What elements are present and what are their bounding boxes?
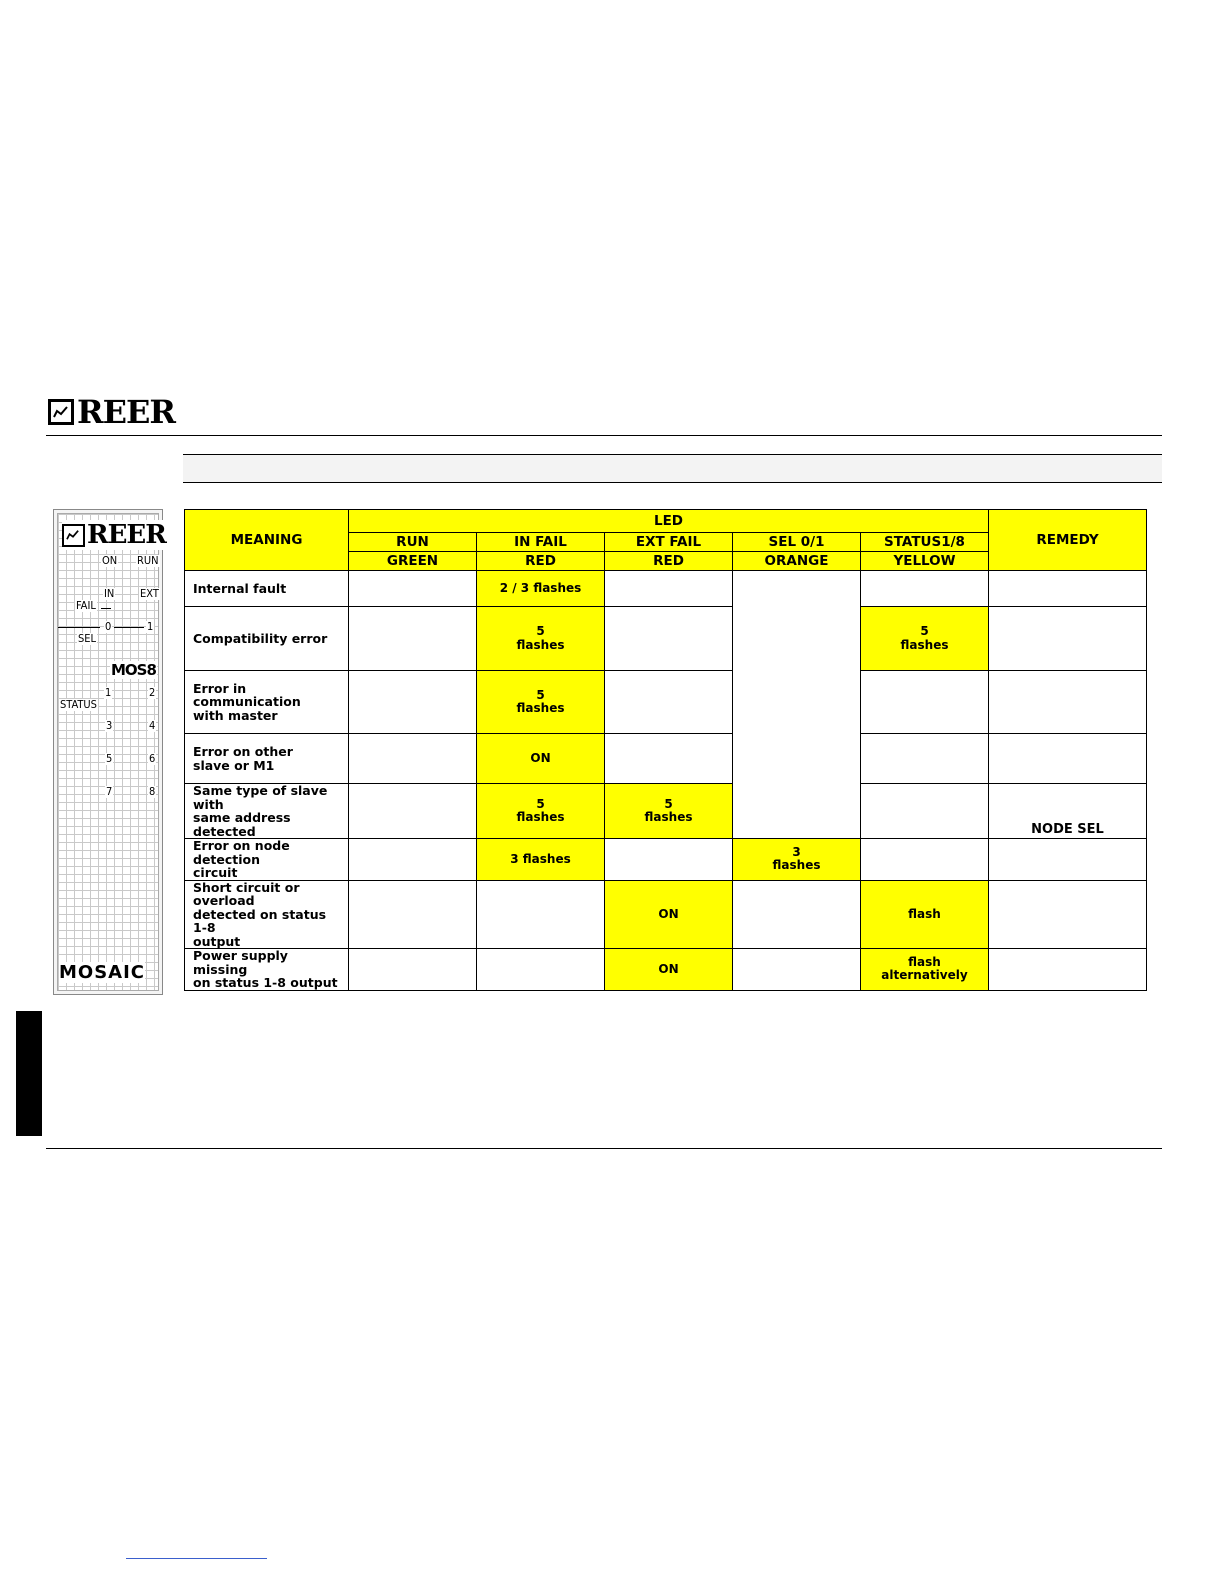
cell-run [349, 571, 477, 607]
cell-status: flash [861, 880, 989, 949]
cell-status [861, 784, 989, 839]
status-led-8: 8 [149, 785, 156, 798]
cell-ext-fail [605, 571, 733, 607]
header-col-run: RUN [349, 533, 477, 552]
led-label-run: RUN [137, 554, 159, 567]
cell-remedy [989, 839, 1147, 881]
cell-ext-fail: ON [605, 949, 733, 991]
module-brand: MOSAIC [59, 962, 146, 983]
cell-meaning: Error on other slave or M1 [185, 734, 349, 784]
led-label-status: STATUS [60, 698, 97, 711]
led-label-on: ON [102, 554, 118, 567]
cell-meaning: Power supply missing on status 1-8 output [185, 949, 349, 991]
mos8-module-illustration [53, 509, 166, 995]
table-row [185, 734, 1147, 784]
cell-remedy [989, 880, 1147, 949]
status-led-1: 1 [105, 686, 112, 699]
table-row [185, 607, 1147, 671]
footer-rule [46, 1148, 1162, 1149]
cell-meaning: Same type of slave with same address detected [185, 784, 349, 839]
sel-line-left [58, 627, 100, 628]
cell-in-fail: 2 / 3 flashes [477, 571, 605, 607]
cell-in-fail: ON [477, 734, 605, 784]
module-model: MOS8 [111, 661, 156, 679]
status-led-3: 3 [106, 719, 113, 732]
cell-run [349, 607, 477, 671]
reer-logo-text: REER [77, 393, 175, 431]
cell-ext-fail [605, 839, 733, 881]
table-row [185, 949, 1147, 991]
module-logo [62, 520, 166, 550]
cell-status: flash alternatively [861, 949, 989, 991]
table-row [185, 784, 1147, 839]
cell-status [861, 571, 989, 607]
led-label-fail: FAIL [76, 599, 96, 612]
table-row [185, 571, 1147, 607]
cell-remedy [989, 671, 1147, 734]
cell-run [349, 734, 477, 784]
reer-logo [48, 394, 175, 430]
module-logo-icon [62, 524, 85, 547]
cell-remedy [989, 571, 1147, 607]
cell-remedy [989, 607, 1147, 671]
cell-in-fail [477, 949, 605, 991]
led-label-ext: EXT [140, 587, 159, 600]
cell-status: 5 flashes [861, 607, 989, 671]
header-meaning: MEANING [185, 510, 349, 571]
sel-line-mid [114, 627, 144, 628]
cell-remedy [989, 734, 1147, 784]
header-rule [46, 435, 1162, 436]
cell-meaning: Short circuit or overload detected on status 1-8 output [185, 880, 349, 949]
header-color-ext-fail: RED [605, 552, 733, 571]
header-remedy: REMEDY [989, 510, 1147, 571]
cell-remedy-node-sel: NODE SEL [989, 784, 1147, 839]
led-label-sel: SEL [78, 632, 97, 645]
cell-run [349, 784, 477, 839]
cell-run [349, 949, 477, 991]
cell-meaning: Internal fault [185, 571, 349, 607]
status-led-7: 7 [106, 785, 113, 798]
reer-logo-icon [48, 399, 74, 425]
cell-meaning: Error on node detection circuit [185, 839, 349, 881]
table-row [185, 671, 1147, 734]
cell-meaning: Compatibility error [185, 607, 349, 671]
header-col-sel: SEL 0/1 [733, 533, 861, 552]
led-label-sel1: 1 [147, 620, 154, 633]
header-col-ext-fail: EXT FAIL [605, 533, 733, 552]
cell-status [861, 671, 989, 734]
header-col-status: STATUS1/8 [861, 533, 989, 552]
module-logo-text: REER [87, 520, 166, 550]
status-led-5: 5 [106, 752, 113, 765]
cell-sel-merged [733, 571, 861, 839]
header-color-run: GREEN [349, 552, 477, 571]
header-color-status: YELLOW [861, 552, 989, 571]
cell-ext-fail [605, 671, 733, 734]
status-led-2: 2 [149, 686, 156, 699]
cell-ext-fail: 5 flashes [605, 784, 733, 839]
section-title-bar [183, 454, 1162, 483]
cell-remedy [989, 949, 1147, 991]
cell-in-fail: 5 flashes [477, 671, 605, 734]
cell-sel [733, 880, 861, 949]
side-tab-marker [16, 1011, 42, 1136]
cell-in-fail [477, 880, 605, 949]
cell-meaning: Error in communication with master [185, 671, 349, 734]
cell-run [349, 839, 477, 881]
cell-status [861, 839, 989, 881]
cell-ext-fail [605, 607, 733, 671]
header-led: LED [349, 510, 989, 533]
table-row [185, 880, 1147, 949]
status-led-4: 4 [149, 719, 156, 732]
cell-run [349, 880, 477, 949]
status-led-6: 6 [149, 752, 156, 765]
footer-link-underline[interactable] [126, 1558, 267, 1559]
cell-ext-fail [605, 734, 733, 784]
led-label-in: IN [104, 587, 115, 600]
cell-ext-fail: ON [605, 880, 733, 949]
cell-in-fail: 3 flashes [477, 839, 605, 881]
fail-line [101, 608, 111, 609]
led-diagnostics-table [184, 509, 1147, 991]
cell-sel [733, 949, 861, 991]
cell-in-fail: 5 flashes [477, 784, 605, 839]
cell-in-fail: 5 flashes [477, 607, 605, 671]
header-color-in-fail: RED [477, 552, 605, 571]
header-col-in-fail: IN FAIL [477, 533, 605, 552]
cell-status [861, 734, 989, 784]
cell-run [349, 671, 477, 734]
led-label-sel0: 0 [105, 620, 112, 633]
table-row [185, 839, 1147, 881]
cell-sel: 3 flashes [733, 839, 861, 881]
header-color-sel: ORANGE [733, 552, 861, 571]
